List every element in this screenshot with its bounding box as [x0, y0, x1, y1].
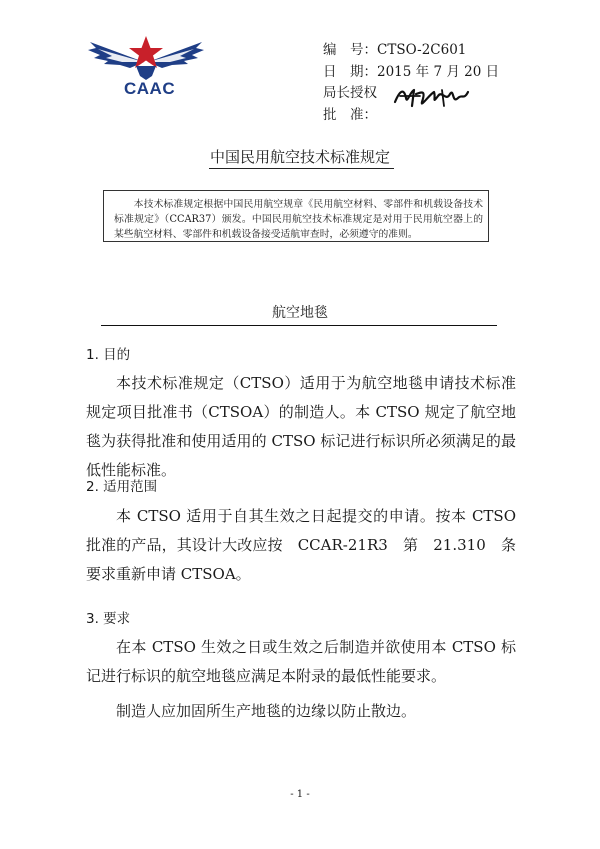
doc-number-value: CTSO-2C601 [377, 42, 467, 58]
doc-date-label: 日 期： [323, 63, 377, 80]
section-paragraph: 本技术标准规定（CTSO）适用于为航空地毯申请技术标准规定项目批准书（CTSOA）的制造人。本 CTSO 规定了航空地毯为获得批准和使用适用的 CTSO 标记进行标识所必须满足的最低性能标准。 [86, 374, 516, 479]
preamble-box: 本技术标准规定根据中国民用航空规章《民用航空材料、零部件和机载设备技术标准规定》（CCAR37）颁发。中国民用航空技术标准规定是对用于民用航空器上的某些航空材料、零部件和机载设备接受适航审查时，必须遵守的准则。 [103, 190, 489, 242]
doc-date-value: 2015 年 7 月 20 日 [377, 63, 500, 80]
section-paragraph: 在本 CTSO 生效之日或生效之后制造并欲使用本 CTSO 标记进行标识的航空地毯应满足本附录的最低性能要求。 [86, 638, 516, 685]
section-heading: 1. 目的 [86, 347, 131, 363]
section-paragraph: 制造人应加固所生产地毯的边缘以防止散边。 [116, 702, 417, 720]
caac-emblem-icon [86, 32, 206, 82]
doc-number-label: 编 号： [323, 42, 377, 58]
subject-title: 航空地毯 [272, 305, 328, 321]
doc-number-row [323, 40, 499, 62]
section-heading: 2. 适用范围 [86, 479, 158, 495]
signature-icon [392, 84, 472, 110]
subject-divider [101, 325, 497, 326]
title-divider [209, 168, 394, 169]
doc-date-row [323, 62, 499, 84]
section-paragraph: 本 CTSO 适用于自其生效之日起提交的申请。按本 CTSO 批准的产品，其设计大改应按 CCAR-21R3 第 21.310 条要求重新申请 CTSOA。 [86, 507, 516, 583]
page-number: - 1 - [290, 789, 310, 800]
document-title: 中国民用航空技术标准规定 [209, 148, 390, 166]
caac-logo [86, 32, 206, 104]
authority-label: 局长授权 [323, 85, 377, 101]
approve-label: 批 准： [323, 106, 377, 123]
section-heading: 3. 要求 [86, 611, 131, 627]
logo-text: CAAC [124, 79, 176, 98]
document-meta [323, 40, 499, 126]
